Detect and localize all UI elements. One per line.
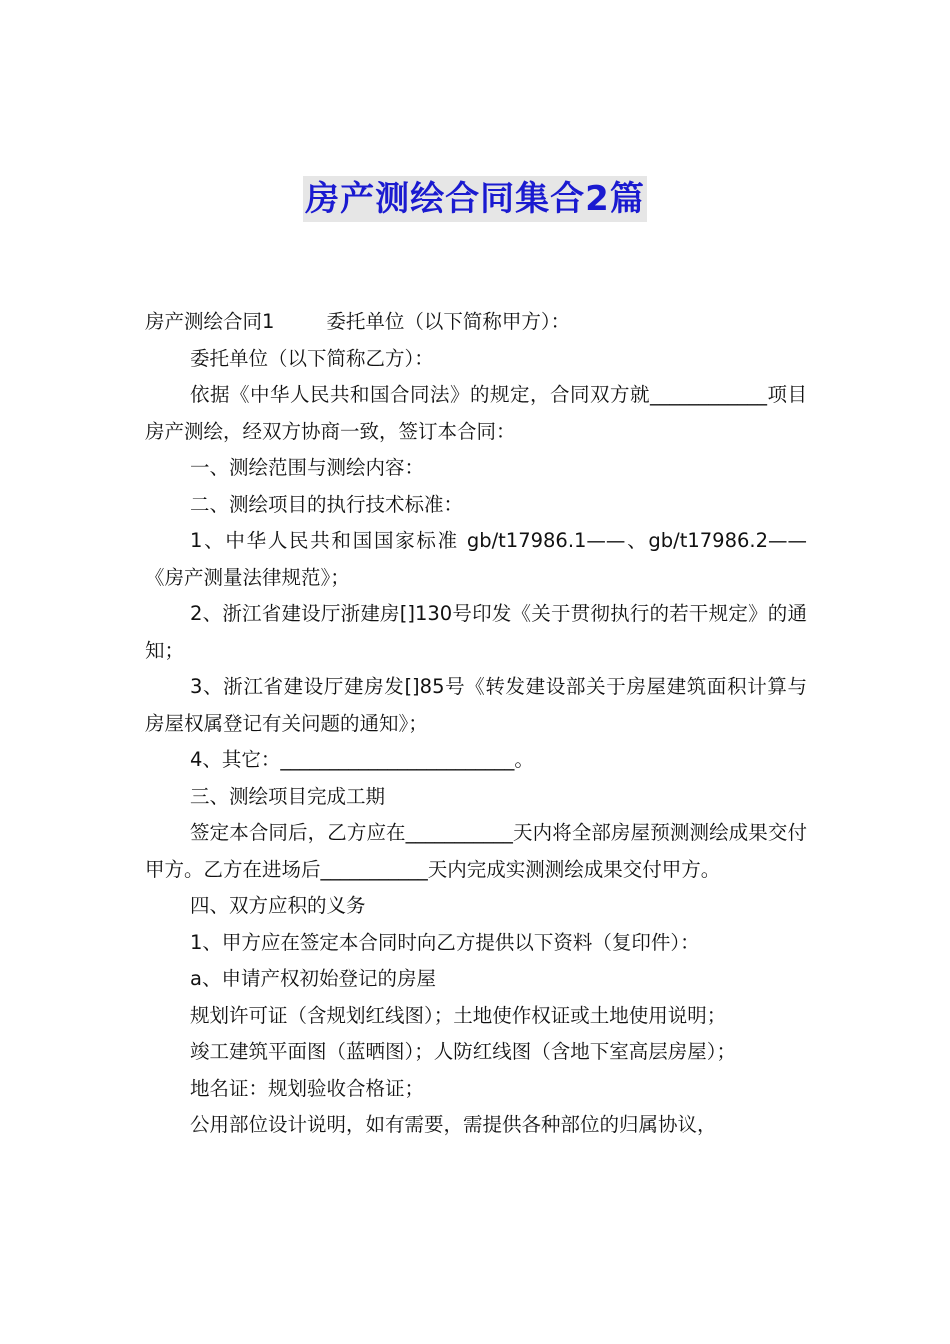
section-1-heading: 一、测绘范围与测绘内容： <box>190 456 425 479</box>
section-3-heading: 三、测绘项目完成工期 <box>190 784 386 808</box>
standard-item-1: 1、中华人民共和国国家标准 gb/t17986.1——、gb/t17986.2——《房产测量法律规范》； <box>145 529 807 589</box>
standard-item-2: 2、浙江省建设厅浙建房[]130号印发《关于贯彻执行的若干规定》的通知； <box>145 602 807 662</box>
client-party-a-line: 委托单位（以下简称甲方）： <box>326 310 571 333</box>
standard-item-3: 3、浙江省建设厅建房发[]85号《转发建设部关于房屋建筑面积计算与房屋权属登记有关问题的通知》； <box>145 675 807 735</box>
obligation-item-1: 1、甲方应在签定本合同时向乙方提供以下资料（复印件）： <box>190 930 700 954</box>
paragraph-party-b: 委托单位（以下简称乙方）： <box>190 346 434 370</box>
document-body <box>145 304 807 1144</box>
document-list-2: 竣工建筑平面图（蓝晒图）；人防红线图（含地下室高层房屋）； <box>190 1040 737 1063</box>
paragraph-basis: 依据《中华人民共和国合同法》的规定，合同双方就____________项目房产测绘，经双方协商一致，签订本合同： <box>145 383 807 443</box>
paragraph-schedule: 签定本合同后，乙方应在___________天内将全部房屋预测测绘成果交付甲方。乙方在进场后___________天内完成实测测绘成果交付甲方。 <box>145 821 807 881</box>
contract-heading-line <box>145 304 807 341</box>
section-4-heading: 四、双方应积的义务 <box>190 894 366 917</box>
title-container <box>0 176 950 222</box>
document-list-3: 地名证：规划验收合格证； <box>190 1076 425 1100</box>
obligation-item-a: a、申请产权初始登记的房屋 <box>190 967 436 990</box>
document-list-4: 公用部位设计说明，如有需要，需提供各种部位的归属协议， <box>190 1113 717 1136</box>
standard-item-4: 4、其它：________________________。 <box>190 748 534 771</box>
document-list-1: 规划许可证（含规划红线图）；土地使作权证或土地使用说明； <box>190 1003 727 1027</box>
contract-heading: 房产测绘合同1 <box>145 310 275 333</box>
section-2-heading: 二、测绘项目的执行技术标准： <box>190 492 464 516</box>
document-title: 房产测绘合同集合2篇 <box>303 176 647 222</box>
